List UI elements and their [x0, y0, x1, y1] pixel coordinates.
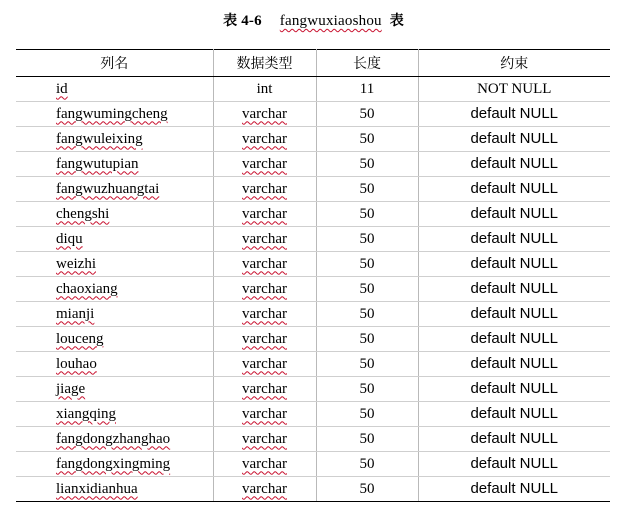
table-row: [16, 127, 610, 152]
cell-data-type: [213, 77, 316, 102]
constraint-text: default NULL: [470, 380, 559, 397]
constraint-text: default NULL: [470, 430, 559, 447]
cell-length: 50: [316, 377, 418, 402]
table-row: [16, 427, 610, 452]
table-row: [16, 102, 610, 127]
data-type-text: varchar: [242, 380, 287, 397]
cell-column-name: [16, 327, 213, 352]
data-type-text: varchar: [242, 455, 287, 472]
table-header: [16, 50, 610, 77]
table-row: [16, 302, 610, 327]
column-name-text: id: [56, 80, 68, 97]
caption-table-name: fangwuxiaoshou: [279, 13, 382, 29]
caption-suffix: 表: [389, 13, 404, 29]
table-row: [16, 352, 610, 377]
cell-length: 50: [316, 327, 418, 352]
cell-column-name: [16, 77, 213, 102]
constraint-text: default NULL: [470, 480, 559, 497]
data-type-text: varchar: [242, 105, 287, 122]
table-row: [16, 277, 610, 302]
cell-constraint: [418, 352, 610, 377]
cell-column-name: [16, 302, 213, 327]
constraint-text: default NULL: [470, 330, 559, 347]
column-name-text: louhao: [56, 355, 97, 372]
cell-column-name: [16, 177, 213, 202]
constraint-text: default NULL: [470, 130, 559, 147]
cell-constraint: [418, 202, 610, 227]
cell-constraint: [418, 477, 610, 502]
cell-length: 50: [316, 302, 418, 327]
table-row: [16, 202, 610, 227]
header-length: 长度: [316, 50, 418, 77]
cell-constraint: [418, 327, 610, 352]
column-name-text: fangdongxingming: [56, 455, 171, 472]
header-data-type: 数据类型: [213, 50, 316, 77]
header-column-name: 列名: [16, 50, 213, 77]
cell-constraint: [418, 77, 610, 102]
cell-data-type: [213, 377, 316, 402]
data-type-text: varchar: [242, 430, 287, 447]
data-type-text: varchar: [242, 130, 287, 147]
data-type-text: varchar: [242, 205, 287, 222]
constraint-text: default NULL: [470, 355, 559, 372]
cell-length: 50: [316, 152, 418, 177]
constraint-text: default NULL: [470, 305, 559, 322]
cell-data-type: [213, 102, 316, 127]
cell-constraint: [418, 227, 610, 252]
caption-number: 4-6: [241, 13, 262, 29]
cell-column-name: [16, 377, 213, 402]
cell-data-type: [213, 477, 316, 502]
cell-length: 50: [316, 127, 418, 152]
data-type-text: varchar: [242, 305, 287, 322]
cell-data-type: [213, 252, 316, 277]
cell-constraint: [418, 427, 610, 452]
constraint-text: default NULL: [470, 255, 559, 272]
cell-data-type: [213, 402, 316, 427]
caption-label: 表: [223, 13, 238, 29]
table-row: [16, 227, 610, 252]
data-type-text: varchar: [242, 180, 287, 197]
cell-data-type: [213, 427, 316, 452]
column-name-text: chaoxiang: [56, 280, 118, 297]
constraint-text: NOT NULL: [477, 80, 552, 97]
cell-data-type: [213, 152, 316, 177]
cell-constraint: [418, 452, 610, 477]
constraint-text: default NULL: [470, 405, 559, 422]
cell-length: 50: [316, 252, 418, 277]
cell-length: 50: [316, 177, 418, 202]
data-type-text: varchar: [242, 280, 287, 297]
header-constraint: 约束: [418, 50, 610, 77]
constraint-text: default NULL: [470, 205, 559, 222]
cell-data-type: [213, 127, 316, 152]
cell-constraint: [418, 177, 610, 202]
cell-constraint: [418, 402, 610, 427]
column-name-text: mianji: [56, 305, 95, 322]
table-row: [16, 377, 610, 402]
cell-column-name: [16, 102, 213, 127]
table-row: [16, 177, 610, 202]
data-type-text: int: [256, 80, 273, 97]
cell-length: 50: [316, 427, 418, 452]
data-type-text: varchar: [242, 330, 287, 347]
data-type-text: varchar: [242, 355, 287, 372]
table-caption: [0, 10, 627, 30]
cell-constraint: [418, 127, 610, 152]
column-name-text: jiage: [56, 380, 86, 397]
schema-table: [16, 49, 610, 502]
cell-data-type: [213, 177, 316, 202]
cell-constraint: [418, 152, 610, 177]
table-row: [16, 452, 610, 477]
cell-length: 11: [316, 77, 418, 102]
column-name-text: diqu: [56, 230, 83, 247]
cell-length: 50: [316, 102, 418, 127]
cell-length: 50: [316, 277, 418, 302]
cell-constraint: [418, 252, 610, 277]
constraint-text: default NULL: [470, 280, 559, 297]
table-row: [16, 327, 610, 352]
column-name-text: louceng: [56, 330, 104, 347]
cell-constraint: [418, 302, 610, 327]
table-row: [16, 77, 610, 102]
cell-data-type: [213, 277, 316, 302]
cell-data-type: [213, 352, 316, 377]
cell-length: 50: [316, 477, 418, 502]
data-type-text: varchar: [242, 480, 287, 497]
cell-length: 50: [316, 402, 418, 427]
cell-length: 50: [316, 202, 418, 227]
cell-column-name: [16, 402, 213, 427]
cell-data-type: [213, 302, 316, 327]
column-name-text: fangwutupian: [56, 155, 139, 172]
table-row: [16, 402, 610, 427]
column-name-text: fangwuzhuangtai: [56, 180, 160, 197]
cell-data-type: [213, 202, 316, 227]
cell-constraint: [418, 377, 610, 402]
column-name-text: lianxidianhua: [56, 480, 138, 497]
column-name-text: chengshi: [56, 205, 110, 222]
constraint-text: default NULL: [470, 155, 559, 172]
column-name-text: fangwuleixing: [56, 130, 143, 147]
table-body: [16, 77, 610, 502]
cell-constraint: [418, 277, 610, 302]
cell-column-name: [16, 227, 213, 252]
cell-constraint: [418, 102, 610, 127]
data-type-text: varchar: [242, 155, 287, 172]
cell-column-name: [16, 277, 213, 302]
column-name-text: xiangqing: [56, 405, 116, 422]
constraint-text: default NULL: [470, 105, 559, 122]
table-row: [16, 252, 610, 277]
column-name-text: fangdongzhanghao: [56, 430, 171, 447]
cell-column-name: [16, 452, 213, 477]
cell-length: 50: [316, 352, 418, 377]
cell-column-name: [16, 152, 213, 177]
data-type-text: varchar: [242, 405, 287, 422]
cell-length: 50: [316, 227, 418, 252]
cell-data-type: [213, 327, 316, 352]
cell-length: 50: [316, 452, 418, 477]
cell-column-name: [16, 477, 213, 502]
table-row: [16, 477, 610, 502]
data-type-text: varchar: [242, 255, 287, 272]
cell-column-name: [16, 202, 213, 227]
constraint-text: default NULL: [470, 455, 559, 472]
constraint-text: default NULL: [470, 180, 559, 197]
data-type-text: varchar: [242, 230, 287, 247]
cell-data-type: [213, 452, 316, 477]
cell-column-name: [16, 127, 213, 152]
header-row: [16, 50, 610, 77]
column-name-text: fangwumingcheng: [56, 105, 168, 122]
constraint-text: default NULL: [470, 230, 559, 247]
cell-data-type: [213, 227, 316, 252]
table-row: [16, 152, 610, 177]
cell-column-name: [16, 252, 213, 277]
column-name-text: weizhi: [56, 255, 96, 272]
cell-column-name: [16, 427, 213, 452]
cell-column-name: [16, 352, 213, 377]
